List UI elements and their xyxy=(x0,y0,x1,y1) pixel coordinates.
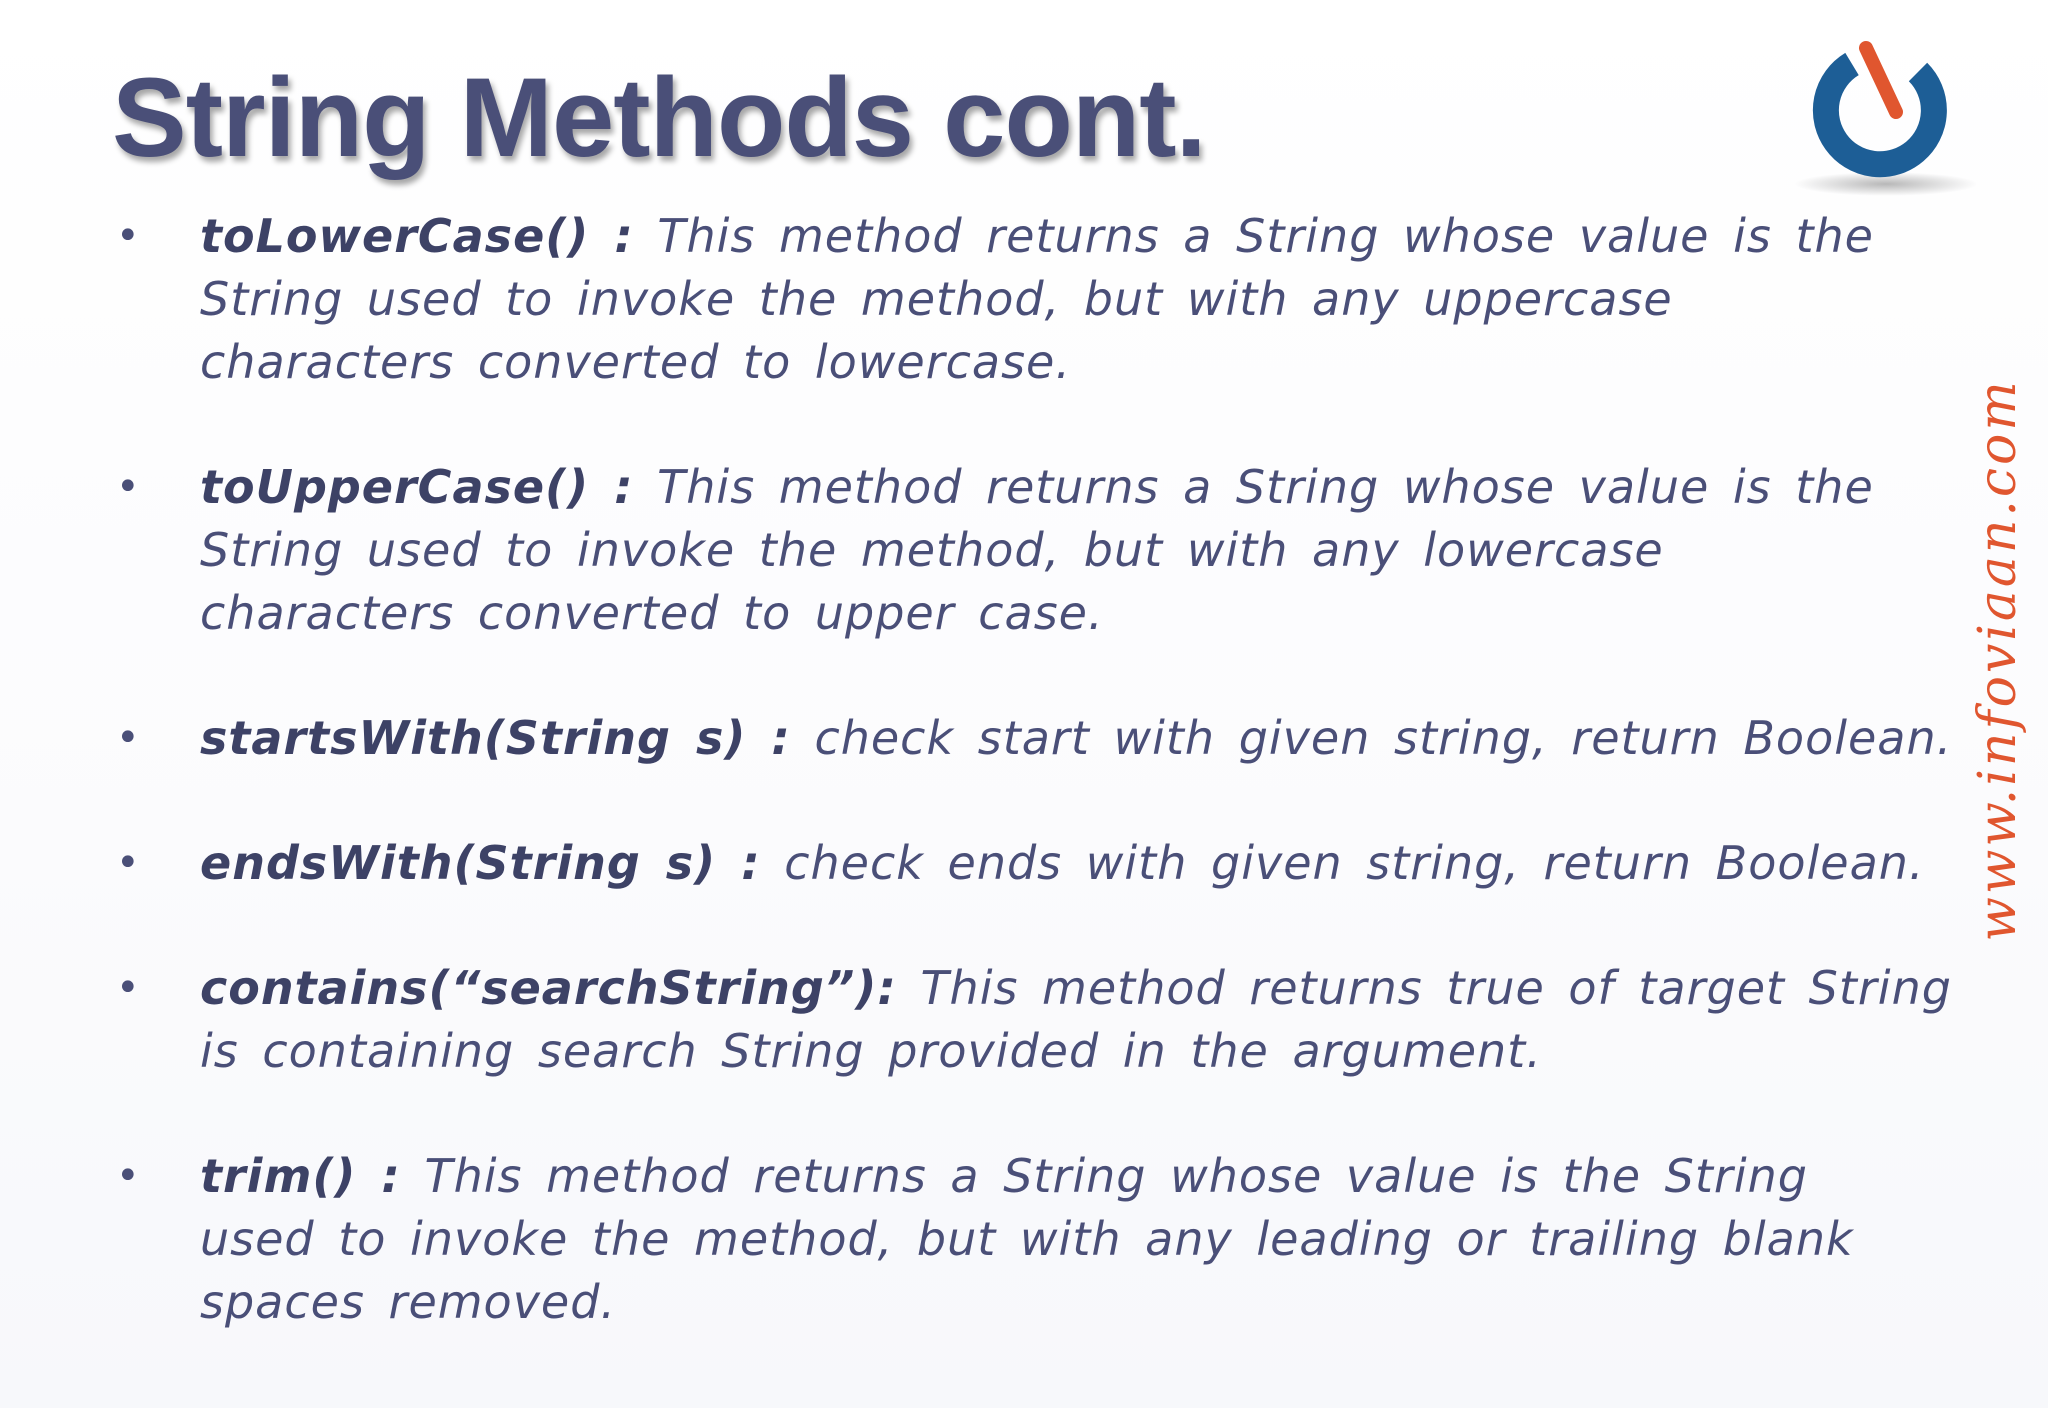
list-item xyxy=(112,205,1940,394)
method-name: endsWith(String s) : xyxy=(200,836,761,890)
method-description: This method returns a String whose value is the String used to invoke the method, but with any leading or trailing blank spaces removed. xyxy=(200,1149,1854,1329)
method-name: toUpperCase() : xyxy=(200,460,634,514)
logo xyxy=(1786,34,1976,204)
method-name: contains(“searchString”): xyxy=(200,961,897,1015)
bullet-list xyxy=(112,205,1953,1334)
method-name: startsWith(String s) : xyxy=(200,711,791,765)
website-watermark: www.infoviaan.com xyxy=(1968,378,2028,942)
list-item xyxy=(112,456,1940,645)
method-description: This method returns a String whose value is the String used to invoke the method, but with any lowercase characters converted to upper case. xyxy=(200,460,1874,640)
bullet-marker: • xyxy=(116,213,141,259)
bullet-marker: • xyxy=(116,1153,141,1199)
method-description: This method returns a String whose value is the String used to invoke the method, but with any uppercase characters converted to lowercase. xyxy=(200,209,1874,389)
power-icon xyxy=(1786,34,1976,204)
method-name: trim() : xyxy=(200,1149,401,1203)
bullet-marker: • xyxy=(116,464,141,510)
list-item xyxy=(112,1145,1940,1334)
bullet-marker: • xyxy=(116,715,141,761)
list-item xyxy=(112,832,1925,895)
slide-title: String Methods cont. xyxy=(112,55,1206,180)
bullet-marker: • xyxy=(116,840,141,886)
list-item xyxy=(112,707,1953,770)
method-description: check ends with given string, return Boolean. xyxy=(784,836,1925,890)
list-item xyxy=(112,957,2000,1083)
method-description: check start with given string, return Boolean. xyxy=(814,711,1953,765)
method-description: This method returns true of target String is containing search String provided in the argument. xyxy=(200,961,1952,1078)
method-name: toLowerCase() : xyxy=(200,209,634,263)
bullet-marker: • xyxy=(116,965,141,1011)
